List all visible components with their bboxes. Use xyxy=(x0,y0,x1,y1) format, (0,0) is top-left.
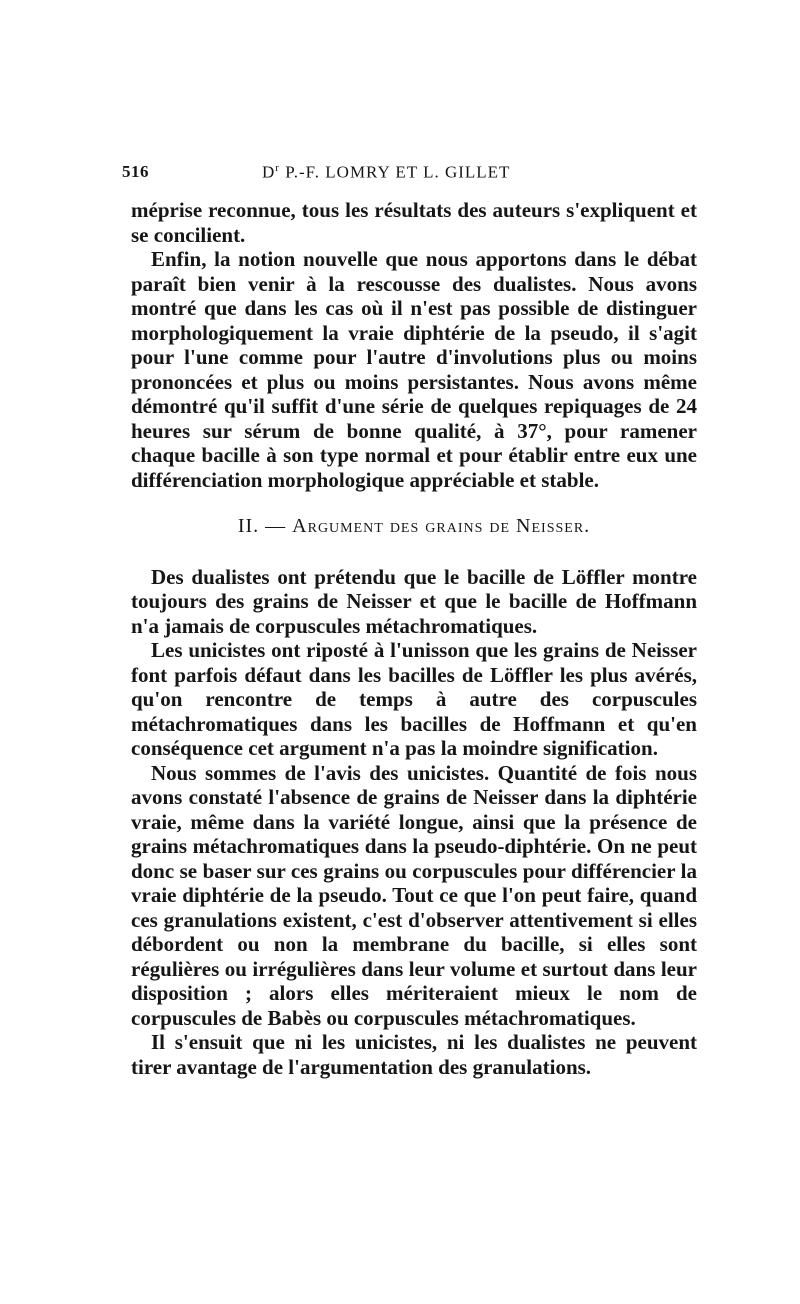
paragraph: Enfin, la notion nouvelle que nous apportons dans le débat paraît bien venir à la rescousse des dualistes. Nous avons montré que dans les cas où il n'est pas possible de distinguer morphologiquement la vraie diphtérie de la pseudo, il s'agit pour l'une comme pour l'autre d'involutions plus ou moins prononcées et plus ou moins persistantes. Nous avons même démontré qu'il suffit d'une série de quelques repiquages de 24 heures sur sérum de bonne qualité, à 37°, pour ramener chaque bacille à son type normal et pour établir entre eux une différenciation morphologique appréciable et stable. xyxy=(131,247,697,492)
running-head-authors xyxy=(262,162,510,183)
section-title: Argument des grains de Neisser. xyxy=(292,515,591,537)
paragraph: Les unicistes ont riposté à l'unisson que les grains de Neisser font parfois défaut dans les bacilles de Löffler les plus avérés, qu'on rencontre de temps à autre des corpuscules métachromatiques dans les bacilles de Hoffmann et qu'en conséquence cet argument n'a pas la moindre signification. xyxy=(131,638,697,760)
running-head xyxy=(122,162,702,188)
page-number: 516 xyxy=(122,162,149,181)
paragraph: Il s'ensuit que ni les unicistes, ni les dualistes ne peuvent tirer avantage de l'argumentation des granulations. xyxy=(131,1030,697,1079)
authors-superscript: r xyxy=(275,162,280,174)
authors-names: P.-F. LOMRY ET L. GILLET xyxy=(279,162,511,182)
section-heading xyxy=(131,514,697,539)
authors-prefix: D xyxy=(262,162,276,182)
section-numeral: II. — xyxy=(237,515,293,537)
paragraph-continued: méprise reconnue, tous les résultats des auteurs s'expliquent et se concilient. xyxy=(131,198,697,247)
paragraph: Des dualistes ont prétendu que le bacille de Löffler montre toujours des grains de Neisser et que le bacille de Hoffmann n'a jamais de corpuscules métachromatiques. xyxy=(131,564,697,638)
paragraph: Nous sommes de l'avis des unicistes. Quantité de fois nous avons constaté l'absence de grains de Neisser dans la diphtérie vraie, même dans la variété longue, ainsi que la présence de grains métachromatiques dans la pseudo-diphtérie. On ne peut donc se baser sur ces grains ou corpuscules pour différencier la vraie diphtérie de la pseudo. Tout ce que l'on peut faire, quand ces granulations existent, c'est d'observer attentivement si elles débordent ou non la membrane du bacille, si elles sont régulières ou irrégulières dans leur volume et surtout dans leur disposition ; alors elles mériteraient mieux le nom de corpuscules de Babès ou corpuscules métachromatiques. xyxy=(131,760,697,1030)
body-text xyxy=(131,198,697,1079)
